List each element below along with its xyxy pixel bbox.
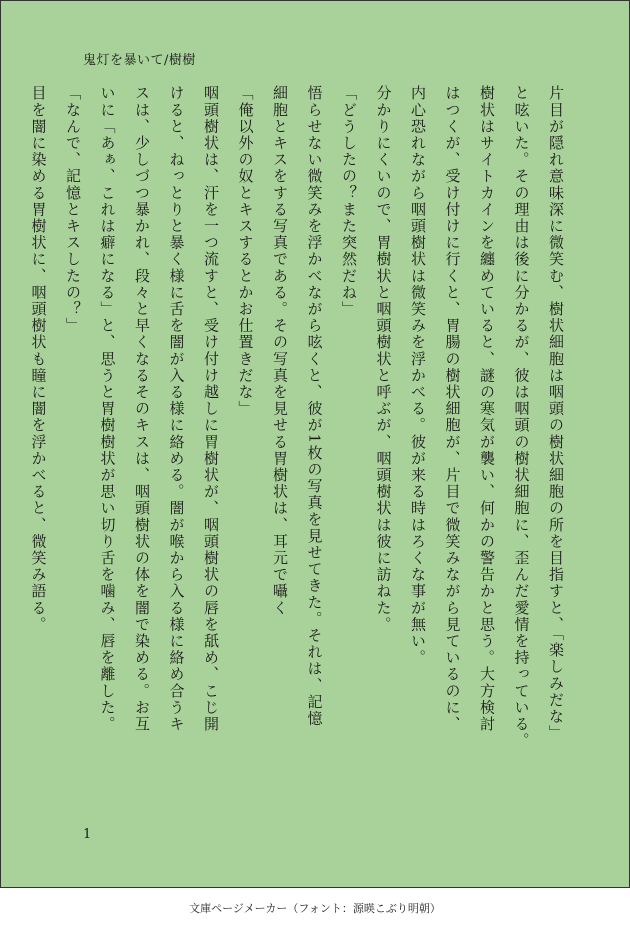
text-line: いに「あぁ、これは癖になる」と、思うと胃樹樹状が思い切り舌を噛み、唇を離した。 — [98, 85, 117, 733]
text-line: 内心恐れながら咽頭樹状は微笑みを浮かべる。彼が来る時はろくな事が無い。 — [409, 85, 427, 666]
text-line: 目を闇に染める胃樹状に、咽頭樹状も瞳に闇を浮かべると、微笑み語る。 — [29, 85, 48, 633]
text-line: スは、少しづつ暴かれ、段々と早くなるそのキスは、咽頭樹状の体を闇で染める。お互 — [133, 85, 151, 733]
text-line: 「俺以外の奴とキスするとかお仕置きだな」 — [236, 85, 255, 417]
text-line: はつくが、受け付けに行くと、胃腸の樹状細胞が、片目で微笑みながら見ているのに、 — [443, 85, 462, 733]
text-line: 「なんで、記憶とキスしたの？」 — [64, 85, 82, 334]
story-body — [29, 85, 573, 825]
text-line: 分かりにくいので、胃樹状と咽頭樹状と呼ぶが、咽頭樹状は彼に訪ねた。 — [374, 85, 393, 633]
page-number: 1 — [83, 827, 92, 842]
text-line: 細胞とキスをする写真である。その写真を見せる胃樹状は、耳元で囁く — [271, 85, 289, 617]
text-line: 悟らせない微笑みを浮かべながら呟くと、彼が1枚の写真を見せてきた。それは、記憶 — [305, 85, 324, 727]
text-line: 片目が隠れ意味深に微笑む、樹状細胞は咽頭の樹状細胞の所を目指すと、「楽しみだな」 — [547, 85, 565, 742]
story-title: 鬼灯を暴いて/樹樹 — [83, 53, 196, 68]
text-line: 樹状はサイトカインを纏めていると、謎の寒気が襲い、何かの警告かと思う。大方検討 — [478, 85, 496, 733]
text-line: と呟いた。その理由は後に分かるが、彼は咽頭の樹状細胞に、歪んだ愛情を持っている。 — [512, 85, 531, 749]
text-line: 「どうしたの？また突然だね」 — [340, 85, 358, 318]
text-line: 咽頭樹状は、汗を一つ流すと、受け付け越しに胃樹状が、咽頭樹状の唇を舐め、こじ開 — [202, 85, 220, 733]
generator-credit: 文庫ページメーカー（フォント：源暎こぶり明朝） — [189, 902, 441, 915]
text-line: けると、ねっとりと暴く様に舌を闇が入る様に絡める。闇が喉から入る様に絡め合うキ — [167, 85, 186, 733]
